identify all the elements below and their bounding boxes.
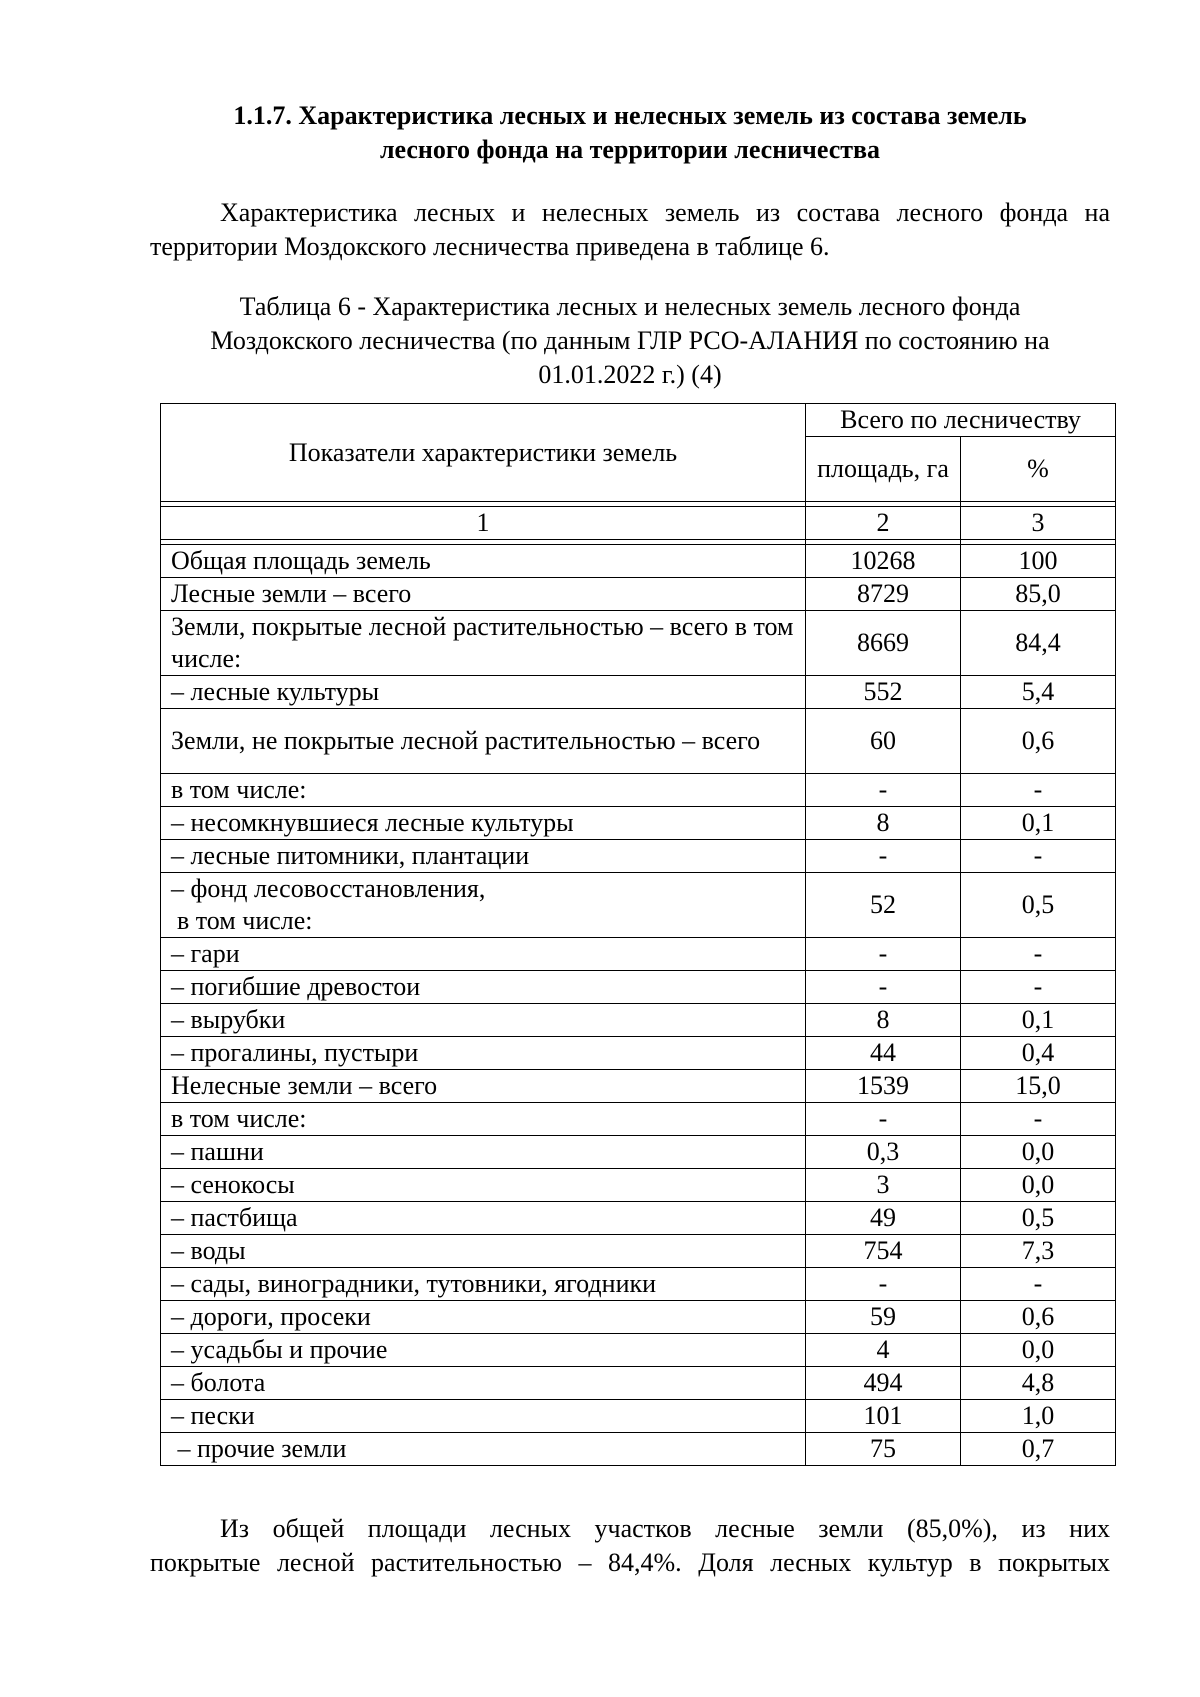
row-area: - [806,774,961,807]
row-percent: - [961,774,1116,807]
table-row [161,709,1116,774]
row-percent: - [961,971,1116,1004]
land-characteristics-table [160,403,1116,1466]
row-label-text: – лесные культуры [171,677,380,706]
table-row [161,611,1116,676]
row-area: - [806,938,961,971]
row-area: 0,3 [806,1136,961,1169]
row-percent: 0,0 [961,1169,1116,1202]
table-row [161,1004,1116,1037]
table-row [161,1433,1116,1466]
closing-paragraph [150,1512,1110,1580]
section-heading-line-1: 1.1.7. Характеристика лесных и нелесных земель из состава земель [233,101,1027,130]
row-percent: 85,0 [961,578,1116,611]
row-label-text: – фонд лесовосстановления, [171,874,486,903]
row-label-text: – прогалины, пустыри [171,1038,419,1067]
table-row [161,676,1116,709]
row-area: 75 [806,1433,961,1466]
row-area: 4 [806,1334,961,1367]
table-row [161,1235,1116,1268]
table-row [161,1202,1116,1235]
section-heading [150,99,1110,167]
row-percent: 1,0 [961,1400,1116,1433]
row-area: 59 [806,1301,961,1334]
row-label-text: – сенокосы [171,1170,295,1199]
table-caption [150,290,1110,392]
row-label [161,1103,806,1136]
row-label-text: Общая площадь земель [171,546,431,575]
row-area: 1539 [806,1070,961,1103]
row-label [161,578,806,611]
row-label-text: Земли, не покрытые лесной растительностью – всего [171,726,761,755]
table-row [161,873,1116,938]
row-label [161,611,806,676]
table-row [161,971,1116,1004]
header-total-group: Всего по лесничеству [806,404,1116,437]
row-label-text: – вырубки [171,1005,286,1034]
header-indicator: Показатели характеристики земель [161,404,806,502]
row-label-text: – пастбища [171,1203,298,1232]
row-label [161,840,806,873]
row-label-text: – дороги, просеки [171,1302,371,1331]
row-percent: - [961,1103,1116,1136]
table-row [161,578,1116,611]
row-label [161,676,806,709]
row-area: 754 [806,1235,961,1268]
table-row [161,840,1116,873]
table-row [161,1136,1116,1169]
closing-line-1: Из общей площади лесных участков лесные земли (85,0%), из них [220,1514,1110,1543]
intro-line-1: Характеристика лесных и нелесных земель из состава лесного фонда на [220,198,1110,227]
row-percent: - [961,938,1116,971]
row-label [161,807,806,840]
row-label [161,938,806,971]
row-percent: 84,4 [961,611,1116,676]
closing-line-2: покрытые лесной растительностью – 84,4%. Доля лесных культур в покрытых [150,1548,1110,1577]
row-label [161,1367,806,1400]
row-percent: - [961,1268,1116,1301]
row-area: - [806,971,961,1004]
intro-paragraph [150,196,1110,264]
row-label [161,1235,806,1268]
table-row [161,938,1116,971]
row-area: - [806,1103,961,1136]
intro-line-2: территории Моздокского лесничества приведена в таблице 6. [150,232,830,261]
row-label [161,1268,806,1301]
column-number-2: 2 [806,507,961,540]
row-label [161,1004,806,1037]
row-percent: 0,1 [961,807,1116,840]
row-label-text: – сады, виноградники, тутовники, ягодники [171,1269,657,1298]
row-area: 494 [806,1367,961,1400]
table-row [161,807,1116,840]
table-caption-line-2: Моздокского лесничества (по данным ГЛР РСО-АЛАНИЯ по состоянию на [210,326,1050,355]
row-label [161,971,806,1004]
row-area: 552 [806,676,961,709]
column-number-3: 3 [961,507,1116,540]
row-area: - [806,1268,961,1301]
row-label-text: – воды [171,1236,246,1265]
column-number-row [161,507,1116,540]
row-label [161,1169,806,1202]
table-row [161,1301,1116,1334]
row-percent: 0,0 [961,1136,1116,1169]
table-caption-line-1: Таблица 6 - Характеристика лесных и нелесных земель лесного фонда [239,292,1021,321]
table-row [161,1367,1116,1400]
row-label [161,774,806,807]
table-row [161,1268,1116,1301]
header-percent: % [961,437,1116,502]
row-area: 10268 [806,545,961,578]
row-area: 52 [806,873,961,938]
table-row [161,1169,1116,1202]
row-area: 60 [806,709,961,774]
table-row [161,774,1116,807]
row-percent: - [961,840,1116,873]
row-label [161,1433,806,1466]
row-label-text: – погибшие древостои [171,972,421,1001]
row-percent: 0,6 [961,709,1116,774]
header-area: площадь, га [806,437,961,502]
row-area: 49 [806,1202,961,1235]
row-percent: 0,4 [961,1037,1116,1070]
row-percent: 100 [961,545,1116,578]
table-row [161,1070,1116,1103]
row-label-text: – лесные питомники, плантации [171,841,530,870]
row-percent: 0,1 [961,1004,1116,1037]
table-row [161,1400,1116,1433]
row-label-text: – пески [171,1401,255,1430]
table-row [161,1037,1116,1070]
row-label-text: – несомкнувшиеся лесные культуры [171,808,574,837]
row-label-text: – гари [171,939,240,968]
table-caption-line-3: 01.01.2022 г.) (4) [538,360,722,389]
row-area: - [806,840,961,873]
row-percent: 0,5 [961,873,1116,938]
row-label [161,709,806,774]
row-area: 8729 [806,578,961,611]
row-percent: 0,0 [961,1334,1116,1367]
row-area: 3 [806,1169,961,1202]
table-row [161,1334,1116,1367]
row-percent: 0,7 [961,1433,1116,1466]
table-row [161,1103,1116,1136]
row-label-text: в том числе: [171,1104,307,1133]
row-label [161,1301,806,1334]
row-label [161,1400,806,1433]
row-label-text: – болота [171,1368,266,1397]
row-label-text: – пашни [171,1137,264,1166]
row-label-text: – усадьбы и прочие [171,1335,388,1364]
row-label-text: Нелесные земли – всего [171,1071,438,1100]
row-area: 101 [806,1400,961,1433]
row-label-text: – прочие земли [171,1434,347,1463]
row-label [161,873,806,938]
table-row [161,545,1116,578]
row-label-text-continued: в том числе: [177,906,313,935]
row-label-text: в том числе: [171,775,307,804]
row-label-text: Лесные земли – всего [171,579,412,608]
row-percent: 4,8 [961,1367,1116,1400]
row-label [161,1202,806,1235]
section-heading-line-2: лесного фонда на территории лесничества [379,135,881,164]
row-percent: 0,6 [961,1301,1116,1334]
row-label [161,1070,806,1103]
row-label [161,1037,806,1070]
column-number-1: 1 [161,507,806,540]
row-percent: 0,5 [961,1202,1116,1235]
row-area: 8 [806,807,961,840]
row-label-text: Земли, покрытые лесной растительностью – всего в том числе: [171,612,800,673]
row-percent: 5,4 [961,676,1116,709]
row-area: 8 [806,1004,961,1037]
row-area: 44 [806,1037,961,1070]
row-percent: 7,3 [961,1235,1116,1268]
row-label [161,545,806,578]
row-label [161,1136,806,1169]
row-percent: 15,0 [961,1070,1116,1103]
row-label [161,1334,806,1367]
row-area: 8669 [806,611,961,676]
